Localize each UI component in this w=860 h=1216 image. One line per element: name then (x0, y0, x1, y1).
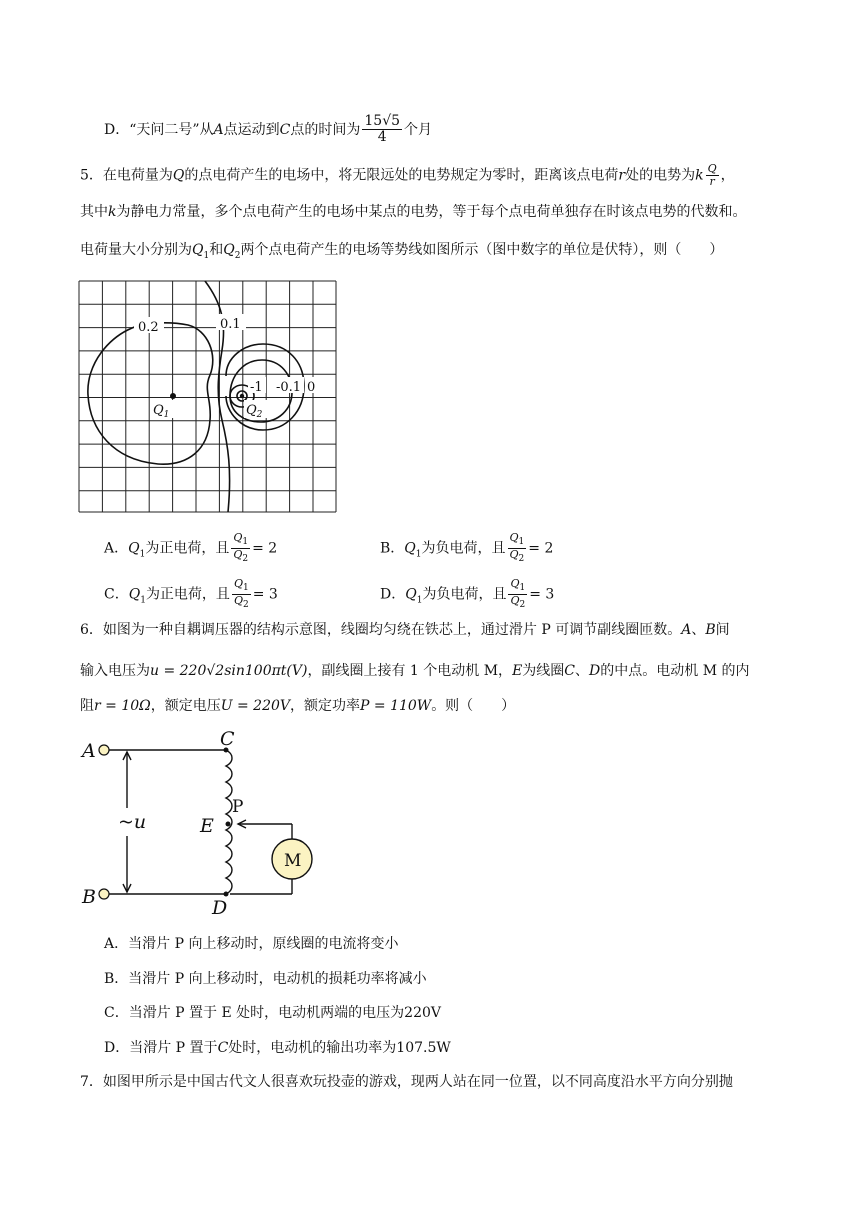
node-e (226, 822, 231, 827)
time-fraction: $\frac{15√5}{4}$ (364, 113, 401, 146)
q5-stem-line3: 电荷量大小分别为$Q_1$和$Q_2$两个点电荷产生的电场等势线如图所示（图中数字的单位是伏特），则（ ） (80, 242, 724, 261)
potential-fraction: $\frac{Q}{r}$ (707, 162, 717, 189)
node-d (224, 892, 229, 897)
label-e: E (200, 815, 214, 837)
label-c: C (220, 728, 235, 750)
label-q2: $Q_2$ (246, 403, 263, 420)
q6-option-b: B．当滑片 P 向上移动时，电动机的损耗功率将减小 (104, 971, 427, 987)
label-m: M (284, 851, 302, 871)
q5-option-d: D．$Q_1$为负电荷，且 $\frac{Q_1}{Q_2}$ = 3 (380, 577, 555, 611)
q6-option-c: C．当滑片 P 置于 E 处时，电动机两端的电压为220V (104, 1005, 441, 1021)
q4-option-d: D．“天问二号”从A点运动到C点的时间为 $\frac{15√5}{4}$ 个月 (104, 113, 433, 146)
q6-option-d: D．当滑片 P 置于C处时，电动机的输出功率为107.5W (104, 1040, 451, 1056)
label-p: P (232, 797, 244, 817)
q6-option-a: A．当滑片 P 向上移动时，原线圈的电流将变小 (104, 936, 399, 952)
label-q1: $Q_1$ (153, 403, 170, 420)
label-0.2: 0.2 (138, 320, 159, 335)
label-b: B (82, 886, 96, 908)
label-0: 0 (307, 380, 316, 395)
label-u: ~u (118, 811, 147, 833)
q5-stem-line2: 其中k为静电力常量，多个点电荷产生的电场中某点的电势，等于每个点电荷单独存在时该点电势的代数和。 (80, 204, 747, 220)
label-a: A (82, 740, 96, 762)
q5-option-a: A．$Q_1$为正电荷，且 $\frac{Q_1}{Q_2}$ = 2 (104, 531, 278, 565)
q6-stem-line3: 阻r = 10Ω，额定电压U = 220V，额定功率P = 110W。则（ ） (80, 698, 516, 714)
label-m0.1: -0.1 (276, 380, 302, 395)
q2-point (240, 394, 244, 398)
equipotential-0.2 (88, 323, 213, 464)
q1-point (170, 393, 176, 399)
terminal-a (99, 745, 109, 755)
q6-stem-line1: 6．如图为一种自耦调压器的结构示意图，线圈均匀绕在铁芯上，通过滑片 P 可调节副线圈匝数。A、B间 (80, 622, 730, 638)
label-0.1: 0.1 (220, 317, 241, 332)
label-d: D (212, 897, 228, 918)
q6-stem-line2: 输入电压为u = 220√2sin100πt(V)，副线圈上接有 1 个电动机 M，E为线圈C、D的中点。电动机 M 的内 (80, 663, 750, 679)
q5-option-c: C．$Q_1$为正电荷，且 $\frac{Q_1}{Q_2}$ = 3 (104, 577, 278, 611)
q7-stem-line1: 7．如图甲所示是中国古代文人很喜欢玩投壶的游戏，现两人站在同一位置，以不同高度沿水平方向分别抛 (80, 1074, 733, 1090)
terminal-b (99, 889, 109, 899)
label-m1: -1 (250, 380, 263, 395)
q5-stem-line1: 5．在电荷量为Q的点电荷产生的电场中，将无限远处的电势规定为零时，距离该点电荷r处的电势为k $\frac{Q}{r}$ ， (80, 162, 735, 189)
q5-option-b: B．$Q_1$为负电荷，且 $\frac{Q_1}{Q_2}$ = 2 (380, 531, 554, 565)
autotransformer-figure (78, 728, 328, 918)
equipotential-figure (78, 280, 340, 514)
